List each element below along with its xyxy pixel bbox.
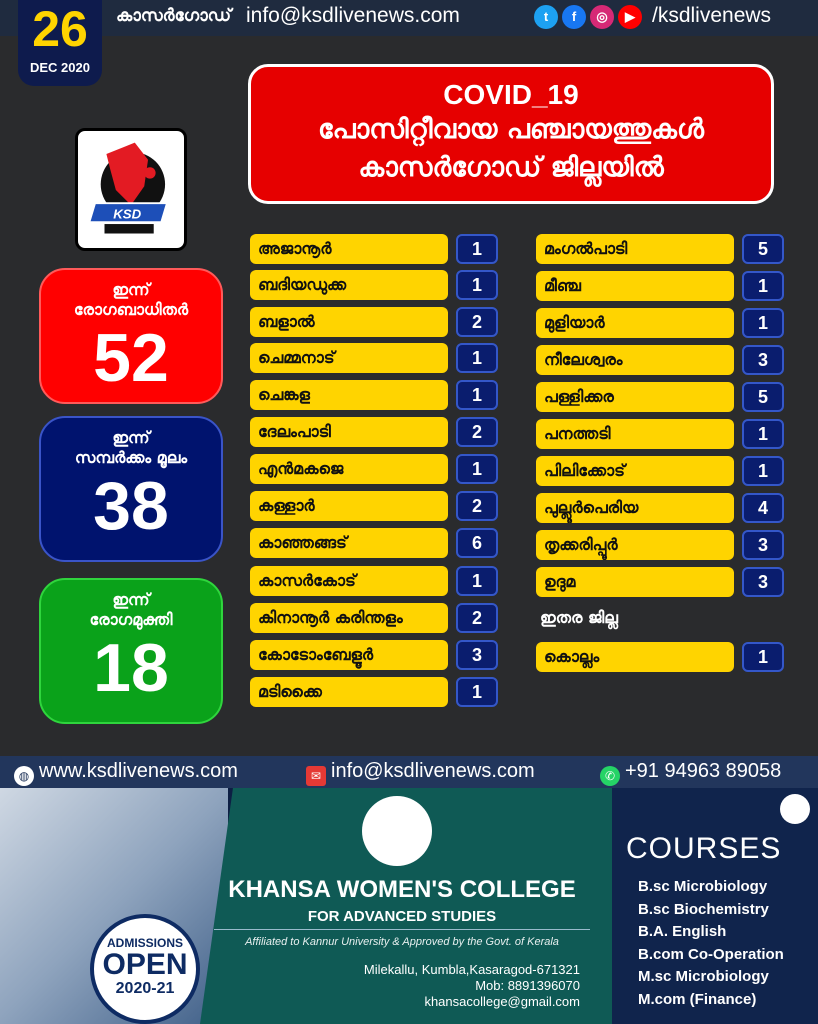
header-district: കാസർഗോഡ് [116,6,232,26]
course-item: M.com (Finance) [638,990,757,1008]
panchayat-name: കള്ളാർ [250,491,448,521]
panchayat-name: കൊല്ലം [536,642,734,672]
top-bar [0,0,818,36]
panchayat-count: 1 [742,308,784,338]
admissions-badge [90,914,200,1024]
panchayat-count: 1 [742,642,784,672]
contact-email-text: info@ksdlivenews.com [331,760,535,782]
panchayat-count: 1 [456,566,498,596]
social-icons [534,5,642,29]
stat-contact-value: 38 [93,468,169,544]
panchayat-count: 2 [456,417,498,447]
title-banner [248,64,774,204]
panchayat-name: ചെമ്മനാട് [250,343,448,373]
title-line-3: കാസർഗോഡ് ജില്ലയിൽ [358,152,664,183]
college-subtitle: FOR ADVANCED STUDIES [214,908,590,930]
contact-phone-text: +91 94963 89058 [625,760,782,782]
panchayat-name: പിലിക്കോട് [536,456,734,486]
course-item: M.sc Microbiology [638,968,769,985]
panchayat-name: ബളാൽ [250,307,448,337]
twitter-icon[interactable]: t [534,5,558,29]
panchayat-count: 1 [456,677,498,707]
stat-infected-label-1: ഇന്ന് [112,280,150,299]
panchayat-name: നീലേശ്വരം [536,345,734,375]
panchayat-name: അജാനൂർ [250,234,448,264]
date-month: DEC 2020 [30,60,90,75]
panchayat-name: മുളിയാർ [536,308,734,338]
panchayat-name: കോടോംബേളൂർ [250,640,448,670]
facebook-icon[interactable]: f [562,5,586,29]
stat-contact [39,416,223,562]
college-mobile: Mob: 8891396070 [475,978,580,993]
panchayat-name: ബദിയഡുക്ക [250,270,448,300]
panchayat-name: പനത്തടി [536,419,734,449]
ksd-live-logo [75,128,187,251]
panchayat-name: പള്ളിക്കര [536,382,734,412]
admissions-line-1: ADMISSIONS [106,936,183,950]
date-day: 26 [32,1,88,57]
panchayat-count: 1 [456,380,498,410]
header-email[interactable]: info@ksdlivenews.com [246,4,460,27]
contact-website-text: www.ksdlivenews.com [39,760,238,782]
stat-recovered-label-2: രോഗമുക്തി [89,610,173,629]
course-item: B.sc Biochemistry [638,900,769,918]
mail-icon: ✉ [306,766,326,786]
panchayat-count: 1 [742,419,784,449]
panchayat-count: 1 [456,343,498,373]
panchayat-count: 2 [456,603,498,633]
panchayat-count: 1 [742,456,784,486]
logo-text: KSD [113,206,142,222]
contact-bar [0,756,818,788]
admissions-line-2: OPEN [102,948,188,981]
panchayat-name: മംഗൽപാടി [536,234,734,264]
panchayat-name: കാസർകോട് [250,566,448,596]
header-handle[interactable]: /ksdlivenews [652,4,772,27]
contact-website[interactable] [14,760,238,786]
stat-recovered [39,578,223,724]
panchayat-name: ചെങ്കള [250,380,448,410]
course-item: B.A. English [638,923,727,940]
panchayat-count: 2 [456,307,498,337]
youtube-icon[interactable]: ▶ [618,5,642,29]
stat-recovered-label-1: ഇന്ന് [112,590,150,609]
course-item: B.com Co-Operation [638,945,784,963]
stat-infected-value: 52 [93,320,169,396]
panchayat-name: കാഞ്ഞങ്ങട് [250,528,448,558]
panchayat-count: 5 [742,234,784,264]
course-item: B.sc Microbiology [638,878,768,895]
panchayat-count: 1 [742,271,784,301]
title-line-2: പോസിറ്റീവായ പഞ്ചായത്തുകൾ [318,114,704,145]
panchayat-count: 3 [742,530,784,560]
panchayat-count: 4 [742,493,784,523]
panchayat-count: 5 [742,382,784,412]
panchayat-name: എൻമകജെ [250,454,448,484]
college-email: khansacollege@gmail.com [424,994,580,1009]
contact-email[interactable] [306,760,535,786]
panchayat-count: 3 [742,567,784,597]
college-advertisement [0,788,818,1024]
stat-contact-label-1: ഇന്ന് [112,428,150,447]
panchayat-name: ദേലംപാടി [250,417,448,447]
college-address: Milekallu, Kumbla,Kasaragod-671321 [363,962,580,977]
panchayat-count: 6 [456,528,498,558]
courses-title: COURSES [626,832,782,865]
stat-recovered-value: 18 [93,630,169,706]
ksd-logo-icon [78,131,184,248]
panchayat-count: 1 [456,234,498,264]
panchayat-count: 2 [456,491,498,521]
panchayat-name: തൃക്കരിപ്പൂർ [536,530,734,560]
small-emblem-icon [780,794,810,824]
whatsapp-icon: ✆ [600,766,620,786]
instagram-icon[interactable]: ◎ [590,5,614,29]
title-line-1: COVID_19 [443,79,579,110]
date-badge [18,0,102,86]
panchayat-count: 3 [742,345,784,375]
panchayat-count: 1 [456,270,498,300]
panchayat-count: 3 [456,640,498,670]
panchayat-name: മീഞ്ച [536,271,734,301]
contact-phone[interactable] [600,760,781,786]
college-emblem-icon [362,796,432,866]
admissions-line-3: 2020-21 [115,980,175,997]
college-name: KHANSA WOMEN'S COLLEGE [228,876,576,903]
courses-list [638,876,784,1011]
college-affiliation: Affiliated to Kannur University & Approved by the Govt. of Kerala [245,936,559,948]
stat-infected [39,268,223,404]
college-address-block [290,962,580,1010]
panchayat-name: കിനാനൂർ കരിന്തളം [250,603,448,633]
stat-contact-label-2: സമ്പർക്കം മൂലം [74,448,188,467]
panchayat-name: മടിക്കൈ [250,677,448,707]
panchayat-count: 1 [456,454,498,484]
panchayat-name: ഉദുമ [536,567,734,597]
globe-icon: ◍ [14,766,34,786]
other-district-label: ഇതര ജില്ല [540,608,618,627]
stat-infected-label-2: രോഗബാധിതർ [73,300,189,319]
panchayat-name: പുല്ലൂർപെരിയ [536,493,734,523]
